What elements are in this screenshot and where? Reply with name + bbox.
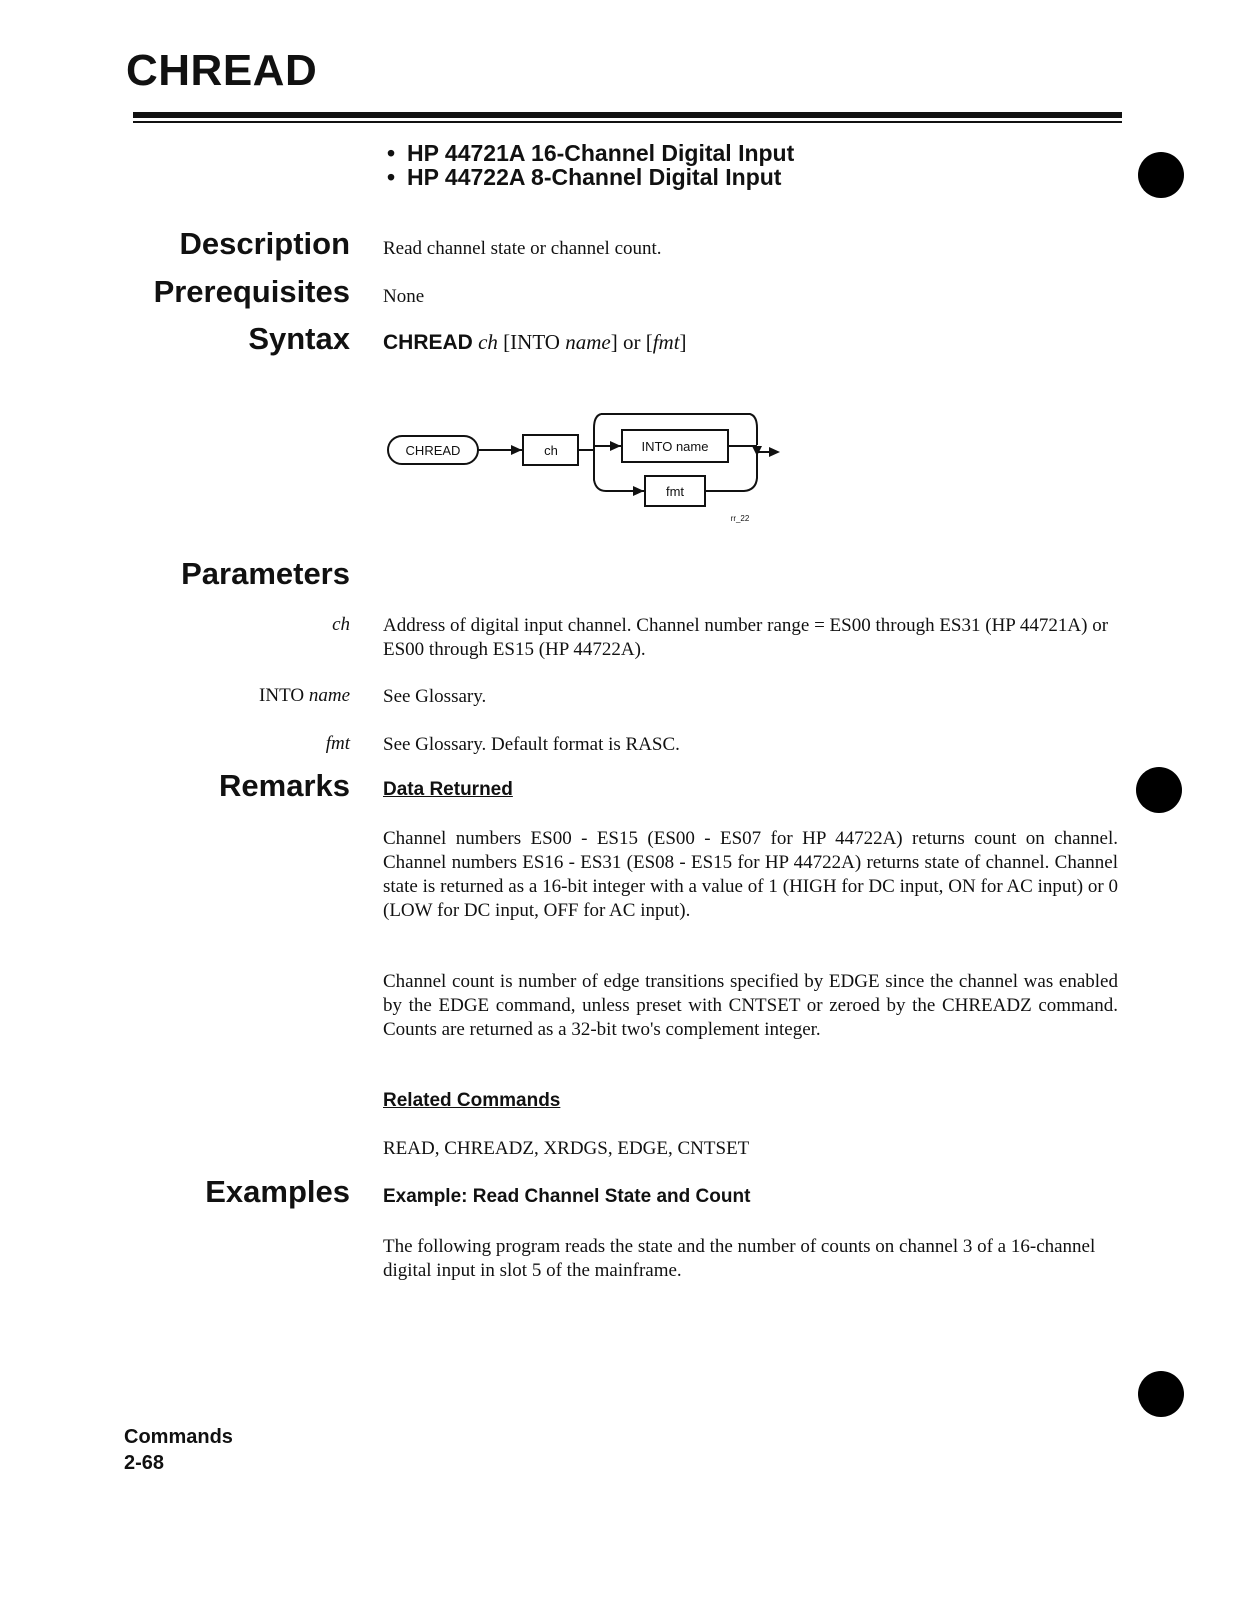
related-commands-subheading: Related Commands [383,1090,561,1111]
param-ch-label: ch [332,614,350,635]
syntax-diagram [380,400,800,540]
syntax-into: [INTO [503,330,560,354]
data-returned-subheading: Data Returned [383,779,513,800]
description-heading: Description [179,226,350,261]
diagram-chread-label: CHREAD [405,443,461,458]
param-fmt-label: fmt [325,733,350,754]
examples-heading: Examples [205,1174,350,1209]
footer-section: Commands [124,1426,233,1448]
binder-hole-marker [1138,152,1184,198]
param-into-name-label: INTO name [259,685,350,706]
syntax-line: CHREAD ch [INTO name] or [fmt] [383,330,687,354]
prerequisites-heading: Prerequisites [153,274,350,309]
remarks-paragraph-1: Channel numbers ES00 - ES15 (ES00 - ES07 for HP 44722A) returns count on channel. Channel numbers ES16 - ES31 (ES08 - ES15 for HP 44722A) returns state of channel. Channel state is returned as a 16-bit integer with a value of 1 (HIGH for DC input, ON for AC input) or 0 (LOW for DC input, OFF for AC input). [383,828,1118,921]
syntax-ch: ch [478,330,498,354]
syntax-heading: Syntax [248,321,350,356]
title-rule-thick [133,112,1122,118]
parameters-heading: Parameters [181,556,350,591]
related-commands-list: READ, CHREADZ, XRDGS, EDGE, CNTSET [383,1138,750,1159]
page-title: CHREAD [126,46,318,95]
prerequisites-text: None [383,286,425,307]
diagram-into-name-label: INTO name [641,439,709,454]
syntax-name: name [565,330,611,354]
param-into-name-text: See Glossary. [383,686,487,707]
example-text: The following program reads the state and the number of counts on channel 3 of a 16-channel digital input in slot 5 of the mainframe. [383,1236,1096,1281]
syntax-fmt: fmt [652,330,680,354]
binder-hole-marker [1138,1371,1184,1417]
syntax-or: or [622,330,641,354]
binder-hole-marker [1136,767,1182,813]
remarks-heading: Remarks [219,768,350,803]
title-rule-thin [133,121,1122,123]
product-line-2: • HP 44722A 8-Channel Digital Input [387,164,782,190]
example-subheading: Example: Read Channel State and Count [383,1186,751,1207]
diagram-ref: rr_22 [730,514,750,523]
product-line-1: • HP 44721A 16-Channel Digital Input [387,140,795,166]
param-fmt-text: See Glossary. Default format is RASC. [383,734,680,755]
syntax-command: CHREAD [383,331,473,354]
remarks-paragraph-2: Channel count is number of edge transitions specified by EDGE since the channel was enabled by the EDGE command, unless preset with CNTSET or zeroed by the CHREADZ command. Counts are returned as a 32-bit two's complement integer. [383,971,1118,1040]
diagram-ch-label: ch [544,443,558,458]
param-ch-text: Address of digital input channel. Channel number range = ES00 through ES31 (HP 44721A) or ES00 through ES15 (HP 44722A). [383,615,1109,660]
description-text: Read channel state or channel count. [383,238,662,259]
footer-page-number: 2-68 [124,1452,165,1474]
diagram-fmt-label: fmt [665,484,685,499]
